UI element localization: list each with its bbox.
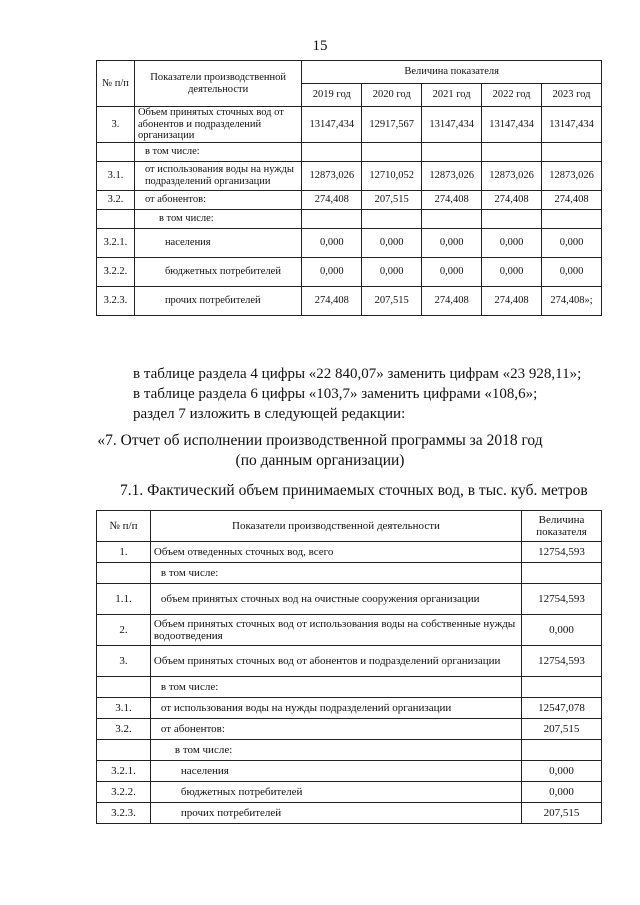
row-num: 3.1. [97, 161, 135, 190]
amendment-paragraph: в таблице раздела 6 цифры «103,7» заменить цифрами «108,6»; [133, 386, 538, 402]
header-year: 2021 год [422, 84, 482, 107]
row-value: 0,000 [542, 257, 602, 286]
header-value-group: Величина показателя [302, 61, 602, 84]
row-num [97, 563, 151, 584]
row-value: 13147,434 [542, 107, 602, 143]
row-num: 3. [97, 107, 135, 143]
row-num: 3.2.2. [97, 257, 135, 286]
table-row [97, 740, 602, 761]
row-num: 3.2. [97, 190, 135, 209]
header-year: 2019 год [302, 84, 362, 107]
row-num: 2. [97, 615, 151, 646]
row-value: 12754,593 [522, 646, 602, 677]
row-value: 274,408 [302, 286, 362, 315]
row-value: 0,000 [522, 761, 602, 782]
row-value: 274,408 [542, 190, 602, 209]
row-value: 0,000 [542, 228, 602, 257]
row-label: прочих потребителей [150, 803, 521, 824]
row-label: в том числе: [134, 209, 301, 228]
actual-wastewater-table [96, 510, 602, 824]
section-subtitle: (по данным организации) [235, 452, 405, 469]
row-value: 12547,078 [522, 698, 602, 719]
table-row [97, 803, 602, 824]
header-num: № п/п [97, 61, 135, 107]
row-value: 13147,434 [482, 107, 542, 143]
table-row [97, 286, 602, 315]
row-num: 3.2.2. [97, 782, 151, 803]
table-row [97, 782, 602, 803]
row-value: 0,000 [302, 228, 362, 257]
row-num: 3.2.3. [97, 286, 135, 315]
table-row [97, 209, 602, 228]
header-indicator: Показатели производственной деятельности [150, 511, 521, 542]
table-row [97, 107, 602, 143]
table-row [97, 615, 602, 646]
row-label: в том числе: [150, 677, 521, 698]
row-num: 3. [97, 646, 151, 677]
row-value: 0,000 [422, 257, 482, 286]
row-num [97, 209, 135, 228]
row-value: 274,408»; [542, 286, 602, 315]
table-row [97, 719, 602, 740]
section-title: «7. Отчет об исполнении производственной программы за 2018 год [97, 432, 543, 449]
header-num: № п/п [97, 511, 151, 542]
row-label: Объем принятых сточных вод от использования воды на собственные нужды водоотведения [150, 615, 521, 646]
table-row [97, 563, 602, 584]
table-row [97, 584, 602, 615]
row-value: 13147,434 [302, 107, 362, 143]
row-label: от абонентов: [134, 190, 301, 209]
table-row [97, 542, 602, 563]
row-value: 207,515 [362, 190, 422, 209]
table-row [97, 161, 602, 190]
subsection-title: 7.1. Фактический объем принимаемых сточных вод, в тыс. куб. метров [120, 482, 588, 499]
table-row [97, 646, 602, 677]
row-num: 3.2.3. [97, 803, 151, 824]
table-row [97, 257, 602, 286]
row-value: 12754,593 [522, 584, 602, 615]
row-value: 207,515 [362, 286, 422, 315]
row-value: 207,515 [522, 719, 602, 740]
table-row [97, 698, 602, 719]
header-year: 2022 год [482, 84, 542, 107]
amendment-paragraph: раздел 7 изложить в следующей редакции: [133, 406, 406, 422]
row-value: 0,000 [522, 615, 602, 646]
row-value [522, 677, 602, 698]
row-label: бюджетных потребителей [134, 257, 301, 286]
row-value: 274,408 [422, 190, 482, 209]
row-value: 12710,052 [362, 161, 422, 190]
row-value: 12873,026 [302, 161, 362, 190]
row-value: 274,408 [482, 286, 542, 315]
row-label: бюджетных потребителей [150, 782, 521, 803]
row-label: от использования воды на нужды подразделений организации [134, 161, 301, 190]
row-num: 3.2.1. [97, 228, 135, 257]
row-num [97, 740, 151, 761]
table-row [97, 228, 602, 257]
row-num: 3.1. [97, 698, 151, 719]
row-value: 13147,434 [422, 107, 482, 143]
row-value: 12917,567 [362, 107, 422, 143]
row-value [522, 563, 602, 584]
row-label: в том числе: [150, 563, 521, 584]
row-value: 12873,026 [482, 161, 542, 190]
row-label: от использования воды на нужды подразделений организации [150, 698, 521, 719]
row-num: 3.2. [97, 719, 151, 740]
row-label: населения [134, 228, 301, 257]
row-label: объем принятых сточных вод на очистные сооружения организации [150, 584, 521, 615]
row-label: Объем принятых сточных вод от абонентов и подразделений организации [150, 646, 521, 677]
row-label: в том числе: [150, 740, 521, 761]
row-value: 0,000 [482, 257, 542, 286]
row-value: 274,408 [482, 190, 542, 209]
table-row [97, 190, 602, 209]
table-row [97, 677, 602, 698]
table-row [97, 761, 602, 782]
row-value: 12754,593 [522, 542, 602, 563]
header-year: 2020 год [362, 84, 422, 107]
row-label: Объем отведенных сточных вод, всего [150, 542, 521, 563]
amendment-paragraph: в таблице раздела 4 цифры «22 840,07» заменить цифрам «23 928,11»; [133, 366, 582, 382]
row-label: в том числе: [134, 142, 301, 161]
row-value: 274,408 [302, 190, 362, 209]
row-value: 207,515 [522, 803, 602, 824]
row-value: 0,000 [482, 228, 542, 257]
row-value: 0,000 [362, 257, 422, 286]
row-value [522, 740, 602, 761]
header-year: 2023 год [542, 84, 602, 107]
table-row [97, 142, 602, 161]
row-value: 0,000 [422, 228, 482, 257]
row-value: 274,408 [422, 286, 482, 315]
row-value: 0,000 [522, 782, 602, 803]
row-value: 12873,026 [422, 161, 482, 190]
header-indicator: Показатели производственной деятельности [134, 61, 301, 107]
production-indicators-table [96, 60, 602, 316]
row-value: 12873,026 [542, 161, 602, 190]
header-value: Величина показателя [522, 511, 602, 542]
row-num [97, 677, 151, 698]
row-value: 0,000 [362, 228, 422, 257]
row-label: населения [150, 761, 521, 782]
row-num: 1. [97, 542, 151, 563]
page-number: 15 [312, 38, 328, 54]
row-num [97, 142, 135, 161]
row-label: Объем принятых сточных вод от абонентов и подразделений организации [134, 107, 301, 143]
row-label: от абонентов: [150, 719, 521, 740]
row-num: 1.1. [97, 584, 151, 615]
row-label: прочих потребителей [134, 286, 301, 315]
row-value: 0,000 [302, 257, 362, 286]
row-num: 3.2.1. [97, 761, 151, 782]
